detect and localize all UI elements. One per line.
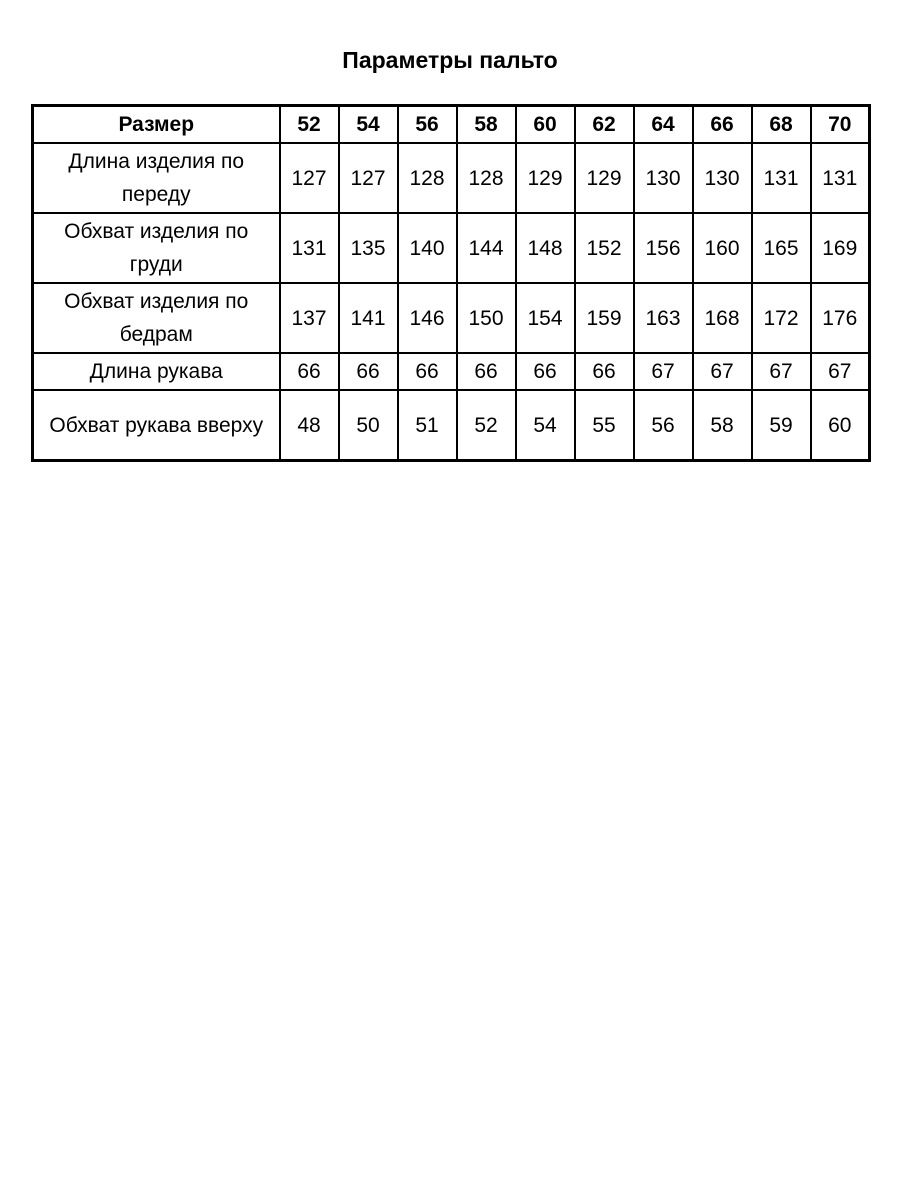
table-cell: 54 (516, 390, 575, 461)
row-label: Обхват изделия по груди (33, 213, 280, 283)
table-cell: 154 (516, 283, 575, 353)
table-cell: 66 (516, 353, 575, 390)
header-size: 62 (575, 106, 634, 144)
table-cell: 51 (398, 390, 457, 461)
table-cell: 130 (693, 143, 752, 213)
table-cell: 66 (339, 353, 398, 390)
table-cell: 131 (280, 213, 339, 283)
table-row (33, 390, 870, 461)
size-chart-table (31, 104, 871, 462)
table-cell: 60 (811, 390, 870, 461)
table-cell: 130 (634, 143, 693, 213)
row-label: Обхват рукава вверху (33, 390, 280, 461)
table-cell: 66 (457, 353, 516, 390)
table-cell: 129 (516, 143, 575, 213)
header-size: 54 (339, 106, 398, 144)
page-title: Параметры пальто (342, 47, 558, 73)
header-size: 70 (811, 106, 870, 144)
table-cell: 56 (634, 390, 693, 461)
row-label: Длина рукава (33, 353, 280, 390)
header-size: 66 (693, 106, 752, 144)
table-header-row (33, 106, 870, 144)
table-row (33, 283, 870, 353)
table-cell: 48 (280, 390, 339, 461)
table-row (33, 143, 870, 213)
table-row (33, 213, 870, 283)
table-cell: 152 (575, 213, 634, 283)
table-cell: 52 (457, 390, 516, 461)
table-cell: 67 (634, 353, 693, 390)
header-size: 56 (398, 106, 457, 144)
header-size: 60 (516, 106, 575, 144)
table-cell: 146 (398, 283, 457, 353)
row-label: Длина изделия по переду (33, 143, 280, 213)
header-size: 58 (457, 106, 516, 144)
header-size-label: Размер (33, 106, 280, 144)
table-cell: 55 (575, 390, 634, 461)
table-cell: 172 (752, 283, 811, 353)
table-cell: 168 (693, 283, 752, 353)
table-cell: 165 (752, 213, 811, 283)
table-cell: 67 (752, 353, 811, 390)
table-cell: 156 (634, 213, 693, 283)
table-cell: 127 (339, 143, 398, 213)
header-size: 68 (752, 106, 811, 144)
table-cell: 127 (280, 143, 339, 213)
table-cell: 137 (280, 283, 339, 353)
header-size: 52 (280, 106, 339, 144)
table-cell: 169 (811, 213, 870, 283)
table-cell: 128 (457, 143, 516, 213)
table-cell: 66 (398, 353, 457, 390)
table-cell: 66 (575, 353, 634, 390)
table-cell: 50 (339, 390, 398, 461)
table-cell: 128 (398, 143, 457, 213)
table-cell: 131 (752, 143, 811, 213)
table-cell: 141 (339, 283, 398, 353)
table-cell: 159 (575, 283, 634, 353)
table-cell: 163 (634, 283, 693, 353)
table-cell: 140 (398, 213, 457, 283)
table-cell: 176 (811, 283, 870, 353)
table-cell: 67 (693, 353, 752, 390)
table-cell: 135 (339, 213, 398, 283)
header-size: 64 (634, 106, 693, 144)
table-cell: 59 (752, 390, 811, 461)
row-label: Обхват изделия по бедрам (33, 283, 280, 353)
table-cell: 160 (693, 213, 752, 283)
table-row (33, 353, 870, 390)
table-cell: 67 (811, 353, 870, 390)
table-cell: 129 (575, 143, 634, 213)
table-cell: 131 (811, 143, 870, 213)
table-cell: 148 (516, 213, 575, 283)
table-cell: 58 (693, 390, 752, 461)
table-cell: 150 (457, 283, 516, 353)
table-cell: 144 (457, 213, 516, 283)
table-cell: 66 (280, 353, 339, 390)
